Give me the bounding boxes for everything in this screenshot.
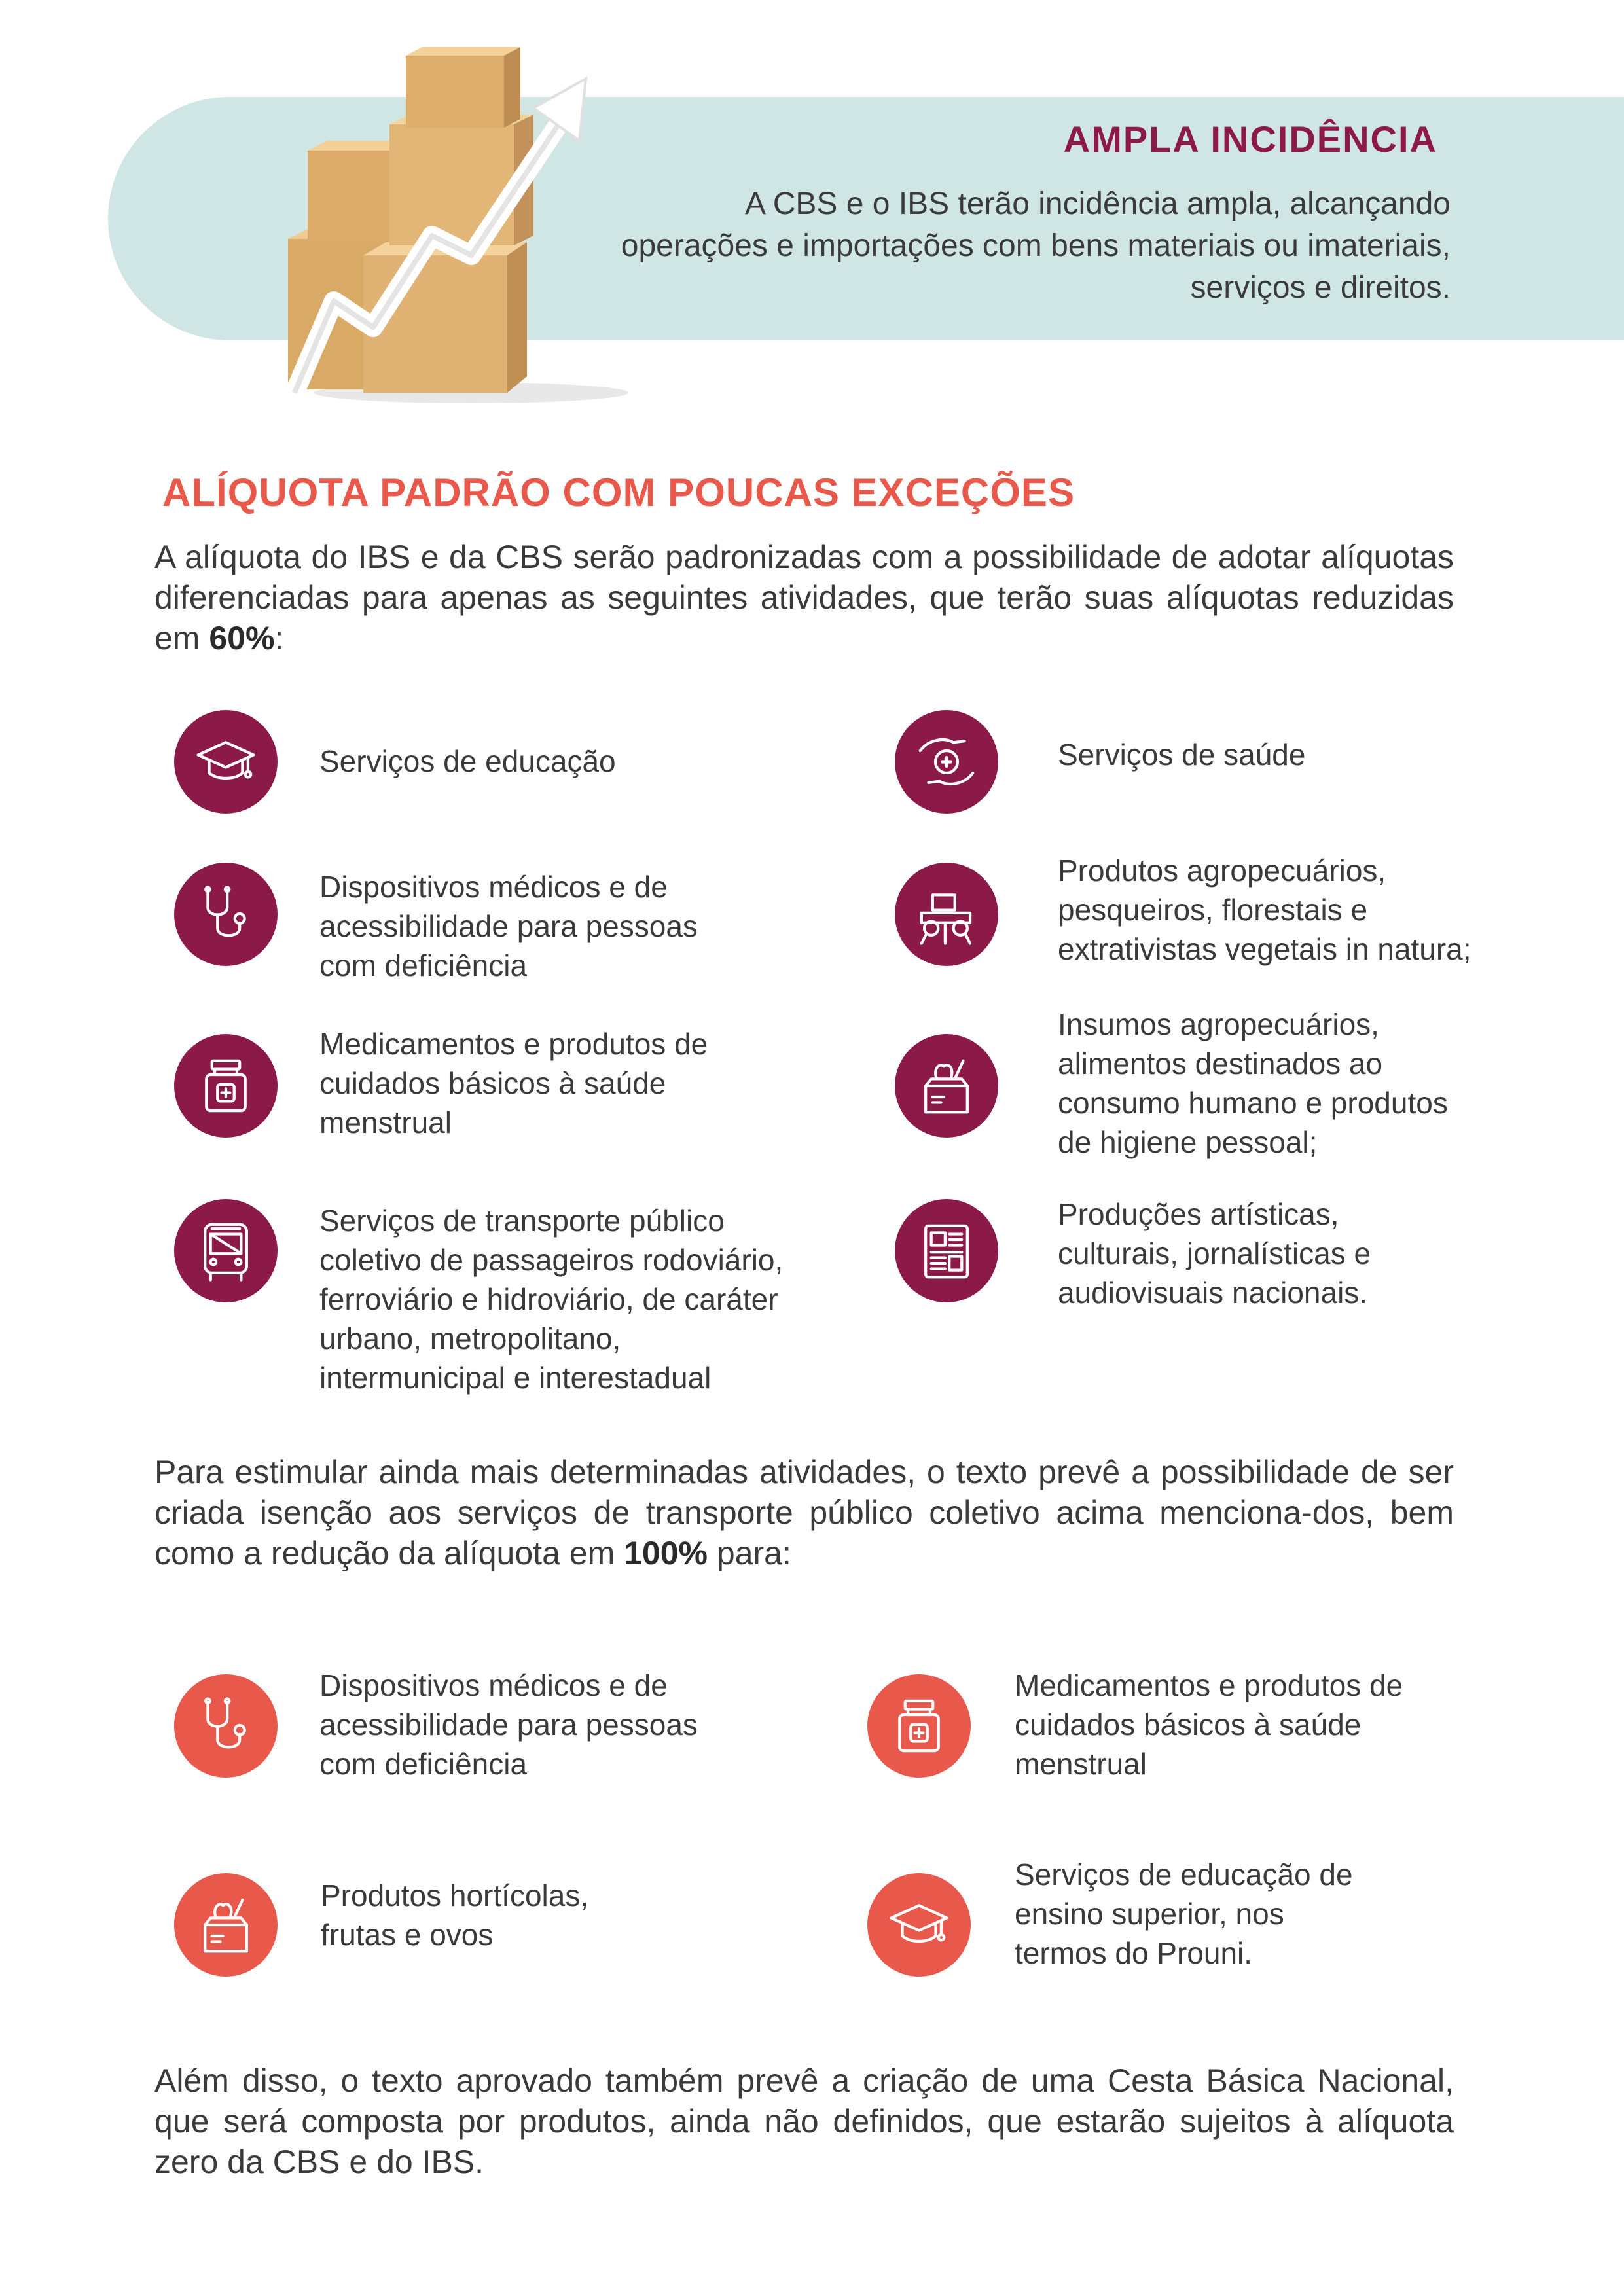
list-item: Medicamentos e produtos de cuidados básicos à saúde menstrual <box>1015 1668 1403 1781</box>
middle-paragraph: Para estimular ainda mais determinadas atividades, o texto prevê a possibilidade de ser criada isenção aos serviços de transporte público coletivo acima menciona-dos, bem como a redução da alíquota em 100% para: <box>154 1454 1454 1571</box>
list-item: Serviços de educação de ensino superior, nos termos do Prouni. <box>1015 1857 1353 1970</box>
grocery-box-icon <box>895 1034 998 1138</box>
list-item: Dispositivos médicos e de acessibilidade para pessoas com deficiência <box>319 1668 698 1781</box>
banner-title: AMPLA INCIDÊNCIA <box>1063 118 1437 160</box>
middle-highlight: 100% <box>624 1535 708 1571</box>
banner-text: A CBS e o IBS terão incidência ampla, alcançando operações e importações com bens materiais ou imateriais, serviços e direitos. <box>621 187 1451 305</box>
list-item: Serviços de transporte público coletivo de passageiros rodoviário, ferroviário e hidroviário, de caráter urbano, metropolitano, intermunicipal e interestadual <box>319 1204 784 1395</box>
list-item: Medicamentos e produtos de cuidados básicos à saúde menstrual <box>319 1027 708 1139</box>
grocery-box-icon <box>174 1873 278 1977</box>
list-item: Serviços de educação <box>319 744 616 778</box>
list-item: Produtos agropecuários, pesqueiros, florestais e extrativistas vegetais in natura; <box>1058 853 1471 966</box>
graduation-cap-icon <box>174 710 278 814</box>
stethoscope-icon <box>174 1674 278 1778</box>
stethoscope-icon <box>174 863 278 966</box>
boxes-growth-arrow-illustration <box>275 39 641 406</box>
list-item: Serviços de saúde <box>1058 738 1306 772</box>
list-item: Produtos hortícolas, frutas e ovos <box>321 1878 589 1952</box>
section-title: ALÍQUOTA PADRÃO COM POUCAS EXCEÇÕES <box>162 471 1075 514</box>
intro-highlight: 60% <box>209 620 275 656</box>
medicine-jar-icon <box>174 1034 278 1138</box>
intro-paragraph: A alíquota do IBS e da CBS serão padronizadas com a possibilidade de adotar alíquotas diferenciadas para apenas as seguintes atividades, que terão suas alíquotas reduzidas em 60%: <box>154 539 1454 656</box>
closing-paragraph: Além disso, o texto aprovado também prevê a criação de uma Cesta Básica Nacional, que será composta por produtos, ainda não definidos, que estarão sujeitos à alíquota zero da CBS e do IBS. <box>154 2062 1454 2180</box>
list-item: Dispositivos médicos e de acessibilidade para pessoas com deficiência <box>319 870 698 982</box>
medicine-jar-icon <box>867 1674 971 1778</box>
list-item: Produções artísticas, culturais, jornalísticas e audiovisuais nacionais. <box>1058 1197 1371 1310</box>
newspaper-icon <box>895 1199 998 1302</box>
bus-icon <box>174 1199 278 1302</box>
list-item: Insumos agropecuários, alimentos destinados ao consumo humano e produtos de higiene pessoal; <box>1058 1007 1448 1159</box>
tractor-icon <box>895 863 998 966</box>
graduation-cap-icon <box>867 1873 971 1977</box>
health-hands-icon <box>895 710 998 814</box>
